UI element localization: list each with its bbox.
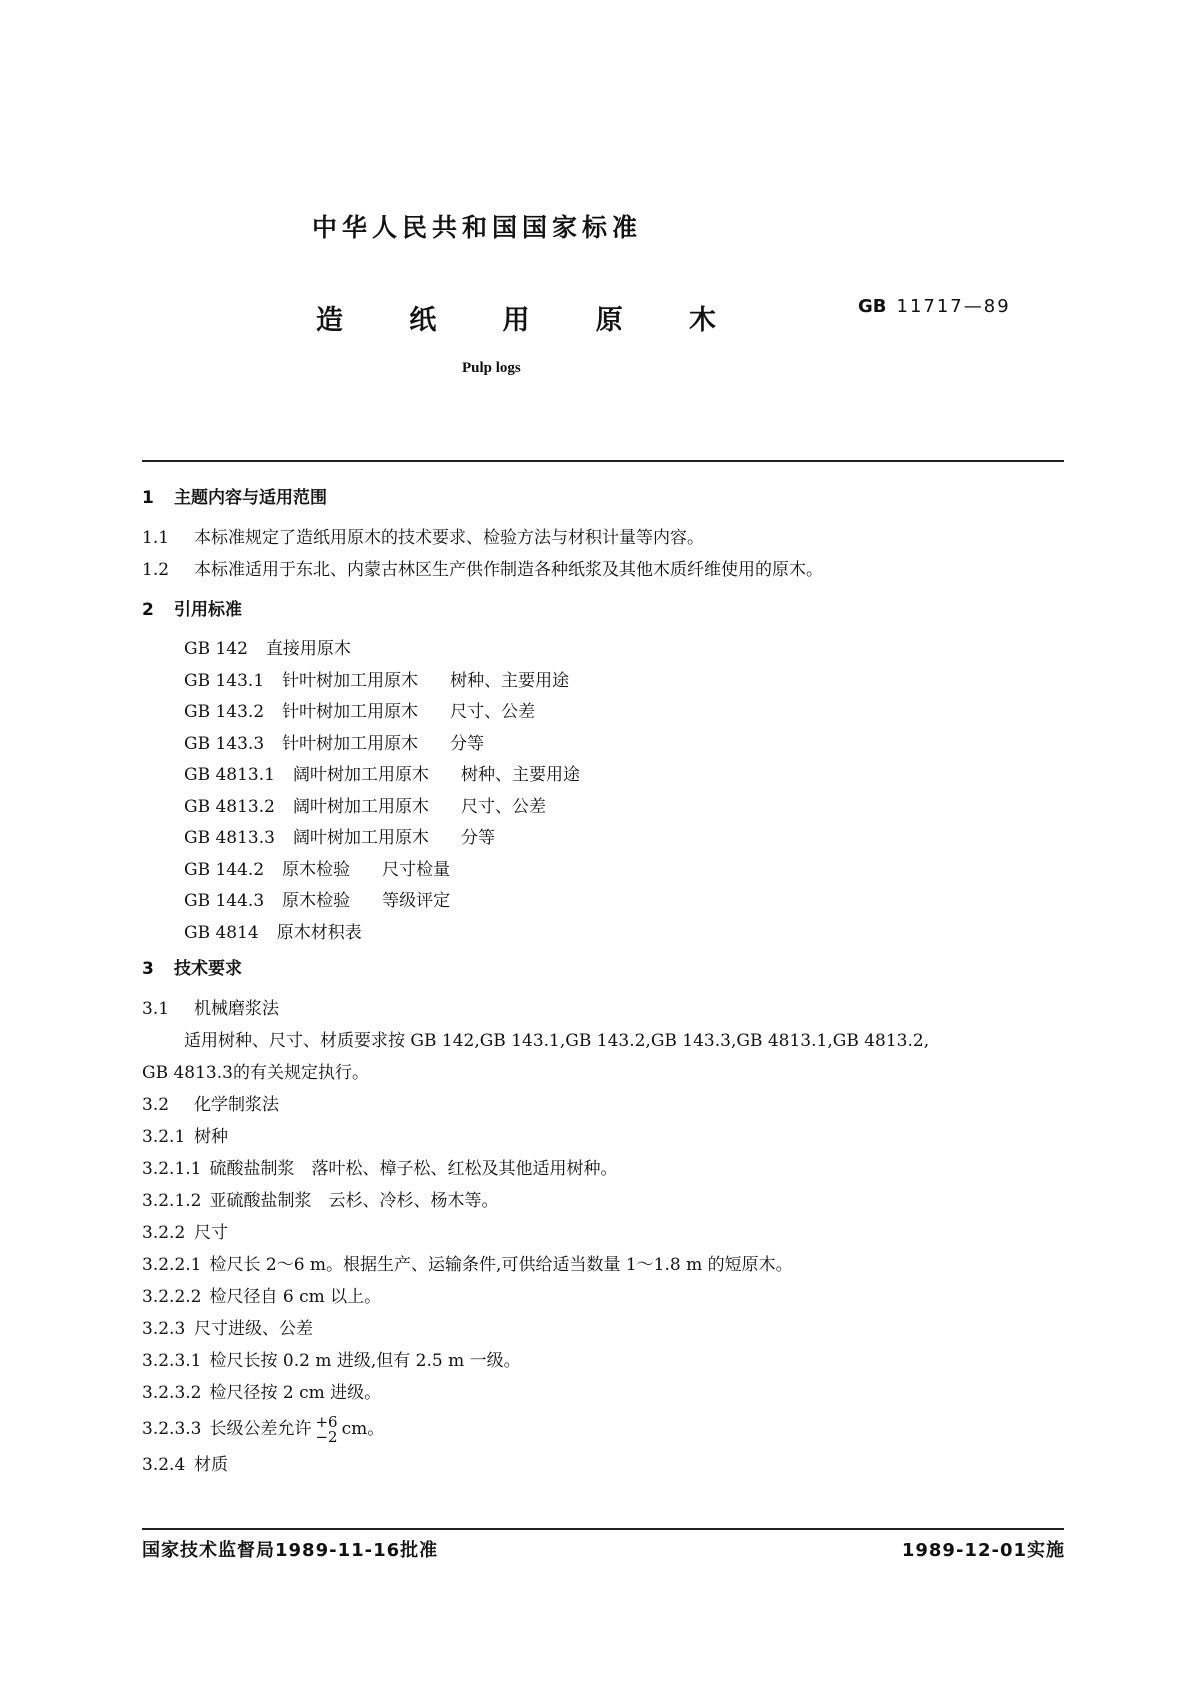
footer-divider (142, 1528, 1064, 1530)
ref-part: 树种、主要用途 (460, 765, 580, 785)
ref-part: 分等 (460, 828, 495, 848)
ref-code: GB 144.2 (184, 859, 265, 880)
standard-code (858, 296, 1011, 317)
clause-number: 1.2 (142, 560, 170, 580)
clause-number: 1.1 (142, 528, 170, 548)
tolerance-unit: cm。 (341, 1419, 385, 1439)
clause-number: 3.2 (142, 1095, 170, 1115)
clause (142, 1121, 1064, 1153)
ref-name: 针叶树加工用原木 (282, 702, 419, 722)
clause-text: 材质 (194, 1455, 228, 1475)
english-title: Pulp logs (462, 360, 521, 376)
title-char: 木 (689, 305, 716, 336)
clause-number: 3.1 (142, 999, 170, 1019)
ref-code: GB 4813.1 (184, 765, 275, 785)
clause (142, 1377, 1064, 1409)
section-title: 主题内容与适用范围 (174, 488, 327, 508)
tolerance-upper: +6 (315, 1412, 338, 1431)
ref-name: 原木材积表 (276, 922, 362, 943)
clause-number: 3.2.2.1 (142, 1255, 202, 1275)
clause-number: 3.2.3.2 (142, 1383, 202, 1403)
clause (142, 1089, 1064, 1121)
ref-part: 尺寸、公差 (450, 702, 536, 722)
list-item (184, 823, 1064, 855)
list-item (184, 666, 1064, 698)
header-divider (142, 460, 1064, 462)
ref-code: GB 4813.3 (184, 828, 275, 848)
section-number: 2 (142, 600, 154, 620)
clause (142, 1449, 1064, 1481)
tolerance-lower: −2 (315, 1427, 338, 1446)
clause-number: 3.2.1.2 (142, 1191, 202, 1211)
ref-name: 阔叶树加工用原木 (292, 765, 429, 785)
ref-name: 阔叶树加工用原木 (292, 828, 429, 848)
list-item (184, 855, 1064, 887)
standard-code-number: 11717—89 (896, 296, 1011, 317)
clause-text: 硫酸盐制浆 落叶松、樟子松、红松及其他适用树种。 (209, 1159, 618, 1179)
ref-name: 原木检验 (282, 859, 351, 880)
section-title: 技术要求 (174, 959, 242, 979)
clause-number: 3.2.3.3 (142, 1419, 202, 1439)
clause (142, 1249, 1064, 1281)
ref-name: 阔叶树加工用原木 (292, 796, 429, 817)
ref-code: GB 4813.2 (184, 796, 275, 817)
ref-code: GB 143.3 (184, 733, 265, 754)
title-char: 纸 (409, 305, 437, 336)
ref-code: GB 143.2 (184, 702, 265, 722)
clause-number: 3.2.1.1 (142, 1159, 202, 1179)
list-item (184, 886, 1064, 918)
clause-text: 尺寸 (194, 1223, 228, 1243)
document-body (142, 484, 1064, 1481)
clause (142, 1345, 1064, 1377)
issuing-authority-title: 中华人民共和国国家标准 (312, 213, 643, 242)
list-item (184, 634, 1064, 666)
ref-name: 原木检验 (282, 891, 351, 911)
ref-part: 尺寸、公差 (460, 796, 546, 817)
paragraph-line: 适用树种、尺寸、材质要求按 GB 142,GB 143.1,GB 143.2,GB 143.3,GB 4813.1,GB 4813.2, (184, 1031, 930, 1051)
clause (142, 1281, 1064, 1313)
ref-name: 直接用原木 (265, 639, 351, 659)
clause (142, 1217, 1064, 1249)
clause-number: 3.2.2.2 (142, 1287, 202, 1307)
clause-text: 本标准适用于东北、内蒙古林区生产供作制造各种纸浆及其他木质纤维使用的原木。 (194, 560, 823, 580)
list-item (184, 792, 1064, 824)
approval-info: 国家技术监督局1989-11-16批准 (142, 1540, 439, 1561)
title-char: 造 (316, 305, 343, 336)
ref-part: 尺寸检量 (382, 859, 451, 880)
ref-code: GB 4814 (184, 922, 259, 943)
ref-code: GB 144.3 (184, 891, 265, 911)
clause-number: 3.2.1 (142, 1127, 186, 1147)
clause-text: 长级公差允许 (209, 1419, 312, 1439)
ref-code: GB 143.1 (184, 670, 265, 691)
ref-name: 针叶树加工用原木 (282, 670, 419, 691)
clause-number: 3.2.3.1 (142, 1351, 202, 1371)
clause-text: 化学制浆法 (194, 1095, 279, 1115)
clause (142, 1185, 1064, 1217)
clause (142, 1313, 1064, 1345)
list-item (184, 729, 1064, 761)
document-title (316, 298, 716, 337)
section-heading (142, 955, 1064, 983)
effective-date: 1989-12-01实施 (901, 1540, 1065, 1561)
clause-text: 树种 (194, 1127, 228, 1147)
clause-text: 本标准规定了造纸用原木的技术要求、检验方法与材积计量等内容。 (194, 528, 704, 548)
clause (142, 522, 1064, 554)
clause-text: 检尺径按 2 cm 进级。 (209, 1383, 382, 1403)
section-number: 3 (142, 959, 154, 979)
paragraph-line: GB 4813.3的有关规定执行。 (142, 1063, 369, 1083)
list-item (184, 760, 1064, 792)
referenced-standards-list (142, 634, 1064, 949)
clause-text: 亚硫酸盐制浆 云杉、冷杉、杨木等。 (209, 1191, 499, 1211)
clause-text: 检尺径自 6 cm 以上。 (209, 1287, 382, 1307)
title-char: 原 (595, 305, 623, 336)
list-item (184, 918, 1064, 950)
ref-code: GB 142 (184, 639, 248, 659)
section-heading (142, 596, 1064, 624)
title-char: 用 (502, 305, 530, 336)
clause (142, 1153, 1064, 1185)
clause (142, 554, 1064, 586)
clause-text: 机械磨浆法 (194, 999, 279, 1019)
clause-text: 检尺长 2～6 m。根据生产、运输条件,可供给适当数量 1～1.8 m 的短原木。 (209, 1255, 793, 1275)
ref-part: 分等 (450, 733, 485, 754)
section-heading (142, 484, 1064, 512)
ref-part: 等级评定 (382, 891, 451, 911)
clause-text: 检尺长按 0.2 m 进级,但有 2.5 m 一级。 (209, 1351, 521, 1371)
ref-name: 针叶树加工用原木 (282, 733, 419, 754)
section-title: 引用标准 (174, 600, 242, 620)
clause-text: 尺寸进级、公差 (194, 1319, 313, 1339)
clause (142, 1409, 1064, 1449)
clause-number: 3.2.4 (142, 1455, 186, 1475)
ref-part: 树种、主要用途 (450, 670, 570, 691)
tolerance-fraction (315, 1412, 338, 1446)
clause-number: 3.2.2 (142, 1223, 186, 1243)
clause-number: 3.2.3 (142, 1319, 186, 1339)
standard-code-prefix: GB (858, 296, 887, 317)
clause (142, 993, 1064, 1025)
list-item (184, 697, 1064, 729)
section-number: 1 (142, 488, 154, 508)
